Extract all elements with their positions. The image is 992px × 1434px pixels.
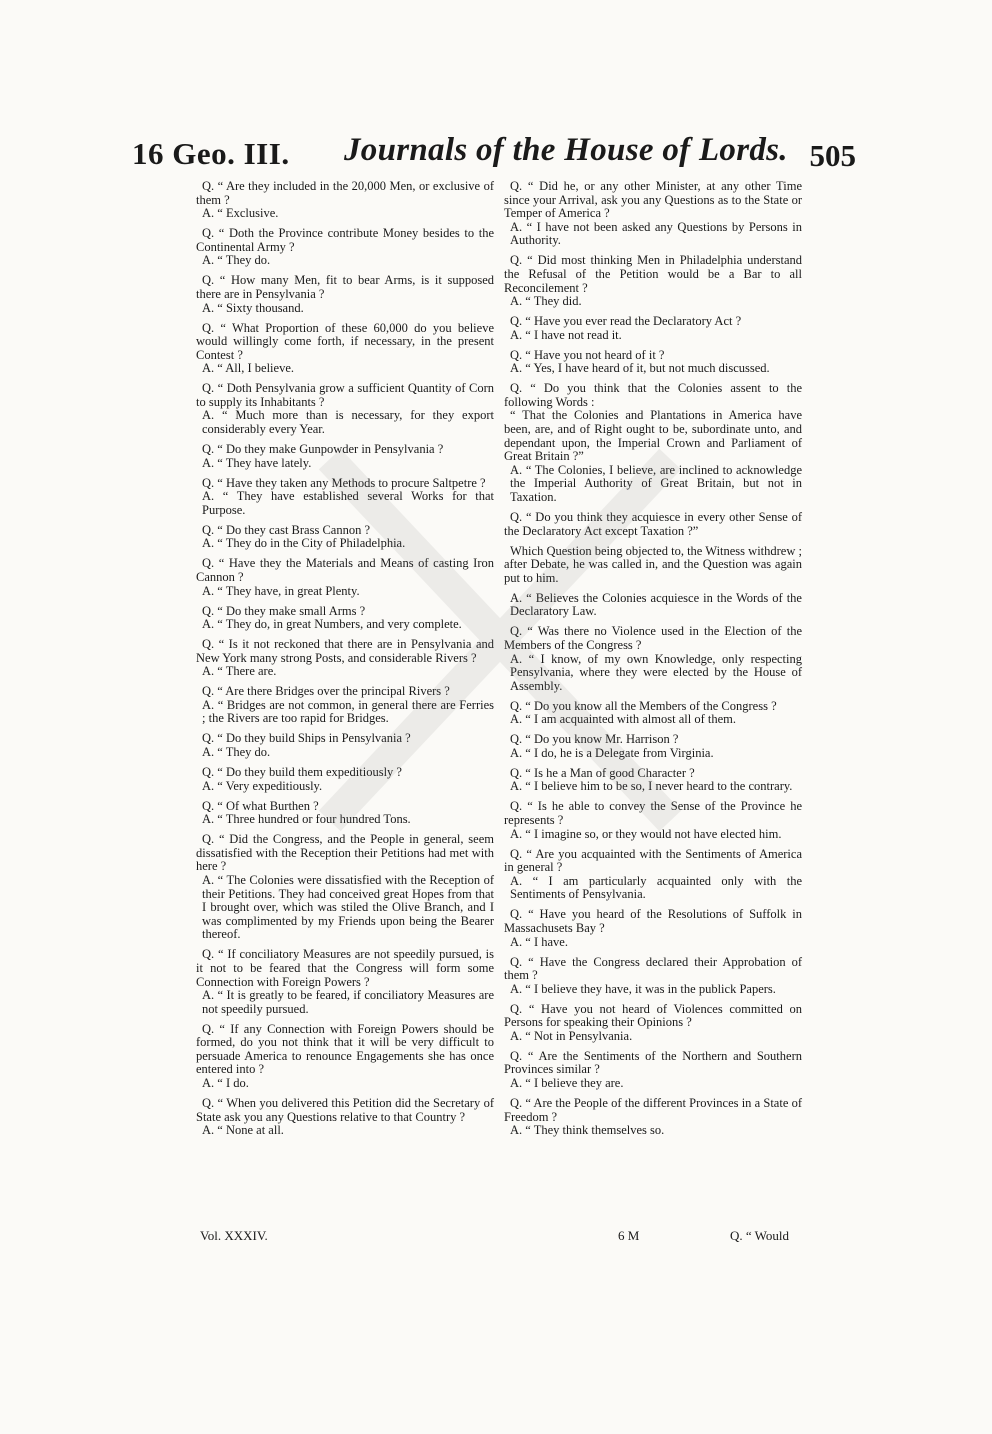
- question-text: Q. “ Doth the Province contribute Money besides to the Continental Army ?: [196, 226, 494, 254]
- qa-entry: [504, 767, 802, 794]
- qa-entry: [196, 322, 494, 376]
- question-text: Q. “ If conciliatory Measures are not speedily pursued, is it not to be feared that the Congress will form some Connection with Foreign Powers ?: [196, 947, 494, 989]
- left-column: [196, 180, 494, 1144]
- qa-entry: [504, 382, 802, 504]
- answer-text: A. “ I have.: [510, 934, 568, 949]
- catchword: Q. “ Would: [730, 1228, 790, 1243]
- question-text: Q. “ Did most thinking Men in Philadelphia understand the Refusal of the Petition would be a Bar to all Reconcilement ?: [504, 253, 802, 295]
- qa-entry: [196, 833, 494, 942]
- question-text: Q. “ Do they build Ships in Pensylvania ?: [202, 731, 411, 746]
- answer-text: A. “ I imagine so, or they would not have elected him.: [510, 826, 782, 841]
- question-text: Q. “ Do they build them expeditiously ?: [202, 765, 402, 780]
- question-text: Q. “ Have you not heard of Violences committed on Persons for speaking their Opinions ?: [504, 1001, 802, 1030]
- qa-entry: [504, 315, 802, 342]
- qa-entry: [504, 254, 802, 308]
- qa-entry: [196, 443, 494, 470]
- qa-entry: [504, 511, 802, 538]
- question-text: Q. “ Do they make small Arms ?: [202, 603, 366, 618]
- question-text: Q. “ Was there no Violence used in the Election of the Members of the Congress ?: [504, 624, 802, 652]
- signature-mark: 6 M: [618, 1228, 640, 1243]
- answer-text: A. “ The Colonies were dissatisfied with the Reception of their Petitions. They had conceived great Hopes from that I brought over, which was stiled the Olive Branch, and I was complimented by my Friends upon being the Bearer thereof.: [202, 872, 494, 942]
- question-text: Q. “ Do they cast Brass Cannon ?: [202, 522, 371, 537]
- qa-entry: [196, 274, 494, 315]
- question-text: Q. “ Do you think that the Colonies assent to the following Words :: [504, 381, 802, 409]
- qa-entry: [504, 625, 802, 693]
- qa-entry: [196, 638, 494, 679]
- answer-text: A. “ Not in Pensylvania.: [510, 1028, 633, 1043]
- question-text: Q. “ Have they taken any Methods to procure Saltpetre ?: [202, 475, 486, 490]
- answer-text: A. “ They do.: [202, 253, 271, 268]
- qa-entry: [504, 733, 802, 760]
- answer-text: A. “ Yes, I have heard of it, but not much discussed.: [510, 361, 770, 376]
- question-text: Q. “ If any Connection with Foreign Powers should be formed, do you not think that it will be very difficult to persuade America to renounce Engagements she has once entered into ?: [196, 1021, 494, 1077]
- right-column: [504, 180, 802, 1144]
- qa-entry: [196, 1023, 494, 1091]
- qa-entry: [504, 545, 802, 586]
- answer-text: A. “ I have not read it.: [510, 327, 622, 342]
- question-text: Q. “ Are the People of the different Provinces in a State of Freedom ?: [504, 1096, 802, 1124]
- question-text: Q. “ Do you know all the Members of the Congress ?: [510, 698, 777, 713]
- answer-text: A. “ They have lately.: [202, 455, 312, 470]
- qa-entry: [196, 557, 494, 598]
- answer-text: A. “ They have established several Works for that Purpose.: [202, 489, 494, 517]
- answer-text: A. “ They do in the City of Philadelphia.: [202, 536, 406, 551]
- qa-entry: [196, 227, 494, 268]
- question-text: Q. “ Are they included in the 20,000 Men, or exclusive of them ?: [196, 179, 494, 207]
- answer-text: A. “ None at all.: [202, 1123, 284, 1138]
- narrative-text: “ That the Colonies and Plantations in America have been, are, and of Right ought to be, subordinate unto, and dependant upon, the Imperial Crown and Parliament of Great Britain ?”: [504, 408, 802, 464]
- qa-entry: [504, 908, 802, 949]
- qa-entry: [504, 349, 802, 376]
- journal-title: Journals of the House of Lords.: [344, 132, 788, 168]
- qa-entry: [196, 1097, 494, 1138]
- question-text: Q. “ Are there Bridges over the principal Rivers ?: [202, 684, 450, 699]
- qa-entry: [504, 1050, 802, 1091]
- answer-text: A. “ All, I believe.: [202, 361, 294, 376]
- answer-text: A. “ Very expeditiously.: [202, 778, 323, 793]
- qa-entry: [196, 685, 494, 726]
- qa-entry: [196, 800, 494, 827]
- volume-label: Vol. XXXIV.: [200, 1228, 268, 1243]
- question-text: Q. “ Have they the Materials and Means of casting Iron Cannon ?: [196, 556, 494, 584]
- qa-entry: [504, 800, 802, 841]
- answer-text: A. “ They do, in great Numbers, and very complete.: [202, 617, 462, 632]
- question-text: Q. “ Do you think they acquiesce in every other Sense of the Declaratory Act except Taxation ?”: [504, 510, 802, 538]
- answer-text: A. “ Much more than is necessary, for they export considerably every Year.: [202, 408, 494, 437]
- answer-text: A. “ I believe they are.: [510, 1076, 624, 1091]
- regnal-year: 16 Geo. III.: [132, 136, 290, 171]
- question-text: Q. “ Did the Congress, and the People in general, seem dissatisfied with the Reception their Petitions had met with here ?: [196, 832, 494, 874]
- question-text: Q. “ Are the Sentiments of the Northern and Southern Provinces similar ?: [504, 1048, 802, 1077]
- answer-text: A. “ Sixty thousand.: [202, 300, 304, 315]
- page-footer: [200, 1228, 800, 1248]
- question-text: Q. “ Have you ever read the Declaratory Act ?: [510, 314, 742, 329]
- page-number: 505: [809, 138, 856, 173]
- answer-text: A. “ Believes the Colonies acquiesce in the Words of the Declaratory Law.: [510, 590, 802, 619]
- question-text: Q. “ Is he able to convey the Sense of the Province he represents ?: [504, 799, 802, 828]
- qa-entry: [504, 1003, 802, 1044]
- question-text: Q. “ Doth Pensylvania grow a sufficient Quantity of Corn to supply its Inhabitants ?: [196, 381, 494, 409]
- answer-text: A. “ They think themselves so.: [510, 1123, 665, 1138]
- question-text: Q. “ What Proportion of these 60,000 do you believe would willingly come forth, if necessary, in the present Contest ?: [196, 320, 494, 362]
- question-text: Q. “ Have the Congress declared their Approbation of them ?: [504, 954, 802, 983]
- answer-text: A. “ Bridges are not common, in general there are Ferries ; the Rivers are too rapid for Bridges.: [202, 697, 494, 726]
- question-text: Q. “ Have you heard of the Resolutions of Suffolk in Massachusets Bay ?: [504, 907, 802, 935]
- question-text: Q. “ How many Men, fit to bear Arms, is it supposed there are in Pensylvania ?: [196, 273, 494, 301]
- answer-text: A. “ I am acquainted with almost all of them.: [510, 712, 736, 727]
- answer-text: A. “ They have, in great Plenty.: [202, 583, 360, 598]
- qa-entry: [196, 732, 494, 759]
- question-text: Q. “ When you delivered this Petition did the Secretary of State ask you any Questions relative to that Country ?: [196, 1096, 494, 1124]
- qa-entry: [196, 382, 494, 436]
- question-text: Q. “ Is he a Man of good Character ?: [510, 765, 695, 780]
- qa-entry: [504, 956, 802, 997]
- qa-entry: [504, 592, 802, 619]
- question-text: Q. “ Do you know Mr. Harrison ?: [510, 732, 679, 747]
- answer-text: A. “ I do.: [202, 1076, 249, 1091]
- qa-entry: [196, 180, 494, 221]
- qa-entry: [196, 766, 494, 793]
- answer-text: A. “ I believe they have, it was in the publick Papers.: [510, 981, 776, 996]
- answer-text: A. “ It is greatly to be feared, if conciliatory Measures are not speedily pursued.: [202, 988, 494, 1016]
- question-text: Q. “ Is it not reckoned that there are in Pensylvania and New York many strong Posts, and considerable Rivers ?: [196, 637, 494, 665]
- qa-entry: [196, 477, 494, 518]
- question-text: Q. “ Do they make Gunpowder in Pensylvania ?: [202, 442, 444, 457]
- answer-text: A. “ The Colonies, I believe, are inclined to acknowledge the Imperial Authority of Great Britain, but not in Taxation.: [510, 462, 802, 505]
- qa-entry: [196, 605, 494, 632]
- qa-entry: [196, 948, 494, 1016]
- answer-text: A. “ Exclusive.: [202, 206, 279, 221]
- answer-text: A. “ I know, of my own Knowledge, only respecting Pensylvania, where they were elected by the House of Assembly.: [510, 651, 802, 693]
- answer-text: A. “ Three hundred or four hundred Tons.: [202, 812, 411, 827]
- question-text: Q. “ Are you acquainted with the Sentiments of America in general ?: [504, 846, 802, 875]
- answer-text: A. “ I do, he is a Delegate from Virginia.: [510, 745, 714, 760]
- answer-text: A. “ I have not been asked any Questions by Persons in Authority.: [510, 219, 802, 248]
- question-text: Q. “ Did he, or any other Minister, at any other Time since your Arrival, ask you any Questions as to the State or Temper of America ?: [504, 179, 802, 221]
- answer-text: A. “ I believe him to be so, I never heard to the contrary.: [510, 779, 793, 794]
- page-header: [132, 132, 856, 178]
- answer-text: A. “ They do.: [202, 745, 271, 760]
- question-text: Q. “ Of what Burthen ?: [202, 798, 319, 813]
- answer-text: A. “ I am particularly acquainted only with the Sentiments of Pensylvania.: [510, 873, 802, 902]
- narrative-text: Which Question being objected to, the Witness withdrew ; after Debate, he was called in, and the Question was again put to him.: [504, 543, 802, 585]
- qa-entry: [504, 700, 802, 727]
- qa-entry: [196, 524, 494, 551]
- answer-text: A. “ They did.: [510, 294, 582, 309]
- answer-text: A. “ There are.: [202, 664, 277, 679]
- question-text: Q. “ Have you not heard of it ?: [510, 347, 665, 362]
- qa-entry: [504, 848, 802, 902]
- qa-entry: [504, 1097, 802, 1138]
- qa-entry: [504, 180, 802, 248]
